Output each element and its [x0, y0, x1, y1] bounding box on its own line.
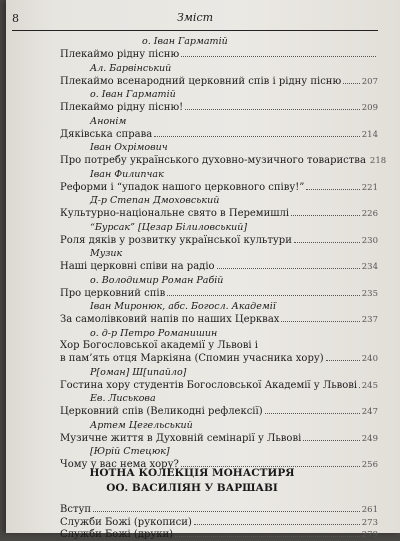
section-item-title: Служби Божі (друки): [60, 529, 174, 540]
running-title: Зміст: [176, 11, 214, 24]
toc-title: Про потребу українського духовно-музичного товариства: [60, 155, 366, 166]
toc-author: о. Іван Гарматій: [142, 36, 228, 47]
toc-title-line: [60, 48, 378, 60]
leader-dots: [359, 379, 360, 388]
toc-author: Музик: [90, 248, 123, 259]
table-of-contents: [60, 36, 387, 473]
toc-page-number: 256: [361, 460, 378, 470]
toc-page-number: 235: [361, 288, 378, 299]
toc-title: Плекаймо рідну пісню: [60, 49, 180, 60]
page-number: 8: [12, 12, 19, 25]
toc-page-number: 240: [361, 354, 378, 364]
toc-title-line: [60, 405, 378, 417]
book-page: [6, 0, 400, 540]
toc-title-line: [60, 260, 378, 272]
toc-title-line: [60, 352, 378, 364]
toc-title: Наші церковні співи на радіо: [60, 261, 215, 272]
toc-title: Гостина хору студентів Богословської Академії у Львові: [60, 379, 358, 391]
toc-author: Ал. Барвінський: [90, 62, 172, 74]
toc-title-line: [60, 128, 378, 140]
toc-title: За самолівковий напів по наших Церквах: [60, 314, 280, 325]
toc-page-number: 218: [369, 156, 387, 166]
leader-dots: [217, 260, 360, 269]
leader-dots: [306, 181, 359, 190]
toc-entry: [60, 328, 378, 367]
section-list: [60, 503, 378, 541]
toc-author: Артем Цегельський: [90, 419, 193, 431]
toc-author: Ев. Лиськова: [90, 393, 156, 404]
toc-title: в пам’ять отця Маркіяна (Спомин учасника хору): [60, 353, 324, 364]
leader-dots: [185, 101, 360, 110]
toc-title-line: [60, 101, 378, 113]
toc-title-line: [60, 181, 378, 193]
toc-entry: [60, 393, 378, 420]
toc-page-number: 249: [361, 433, 378, 444]
section-heading-line-1: НОТНА КОЛЕКЦІЯ МОНАСТИРЯ: [89, 467, 295, 479]
toc-author: Іван Миронюк, абс. Богосл. Академії: [90, 301, 276, 312]
leader-dots: [303, 432, 359, 441]
toc-author: Р[оман] Ш[ипайло]: [90, 366, 187, 378]
toc-title: Плекаймо всенародний церковний спів і рідну пісню: [60, 75, 342, 87]
toc-title-line: [60, 287, 378, 299]
section-item: [60, 503, 378, 516]
toc-title: Роля дяків у розвитку української культури: [60, 234, 292, 246]
leader-dots: [154, 128, 360, 137]
toc-page-number: 209: [361, 103, 378, 113]
leader-dots: [281, 313, 359, 322]
toc-title-line: [60, 154, 387, 166]
section-item: [60, 516, 378, 529]
toc-entry: [60, 195, 378, 222]
toc-title: Реформи і “упадок нашого церковного співу!”: [60, 181, 305, 193]
toc-author: о. Володимир Роман Рабій: [90, 274, 224, 286]
toc-title: Дяківська справа: [60, 128, 153, 140]
section-item: [60, 528, 378, 541]
toc-entry: [60, 116, 378, 143]
toc-entry: [60, 142, 387, 169]
toc-page-number: 214: [361, 129, 378, 140]
toc-author: Іван Охрімович: [90, 142, 168, 153]
toc-page-number: 237: [361, 315, 378, 325]
toc-title: Плекаймо рідну пісню!: [60, 102, 184, 113]
toc-page-number: 207: [361, 76, 378, 87]
toc-entry: [60, 420, 378, 447]
toc-title: Про церковний спів: [60, 287, 166, 299]
toc-title-line: [60, 75, 378, 87]
leader-dots: [93, 503, 360, 512]
toc-entry: [60, 275, 378, 302]
leader-dots: [167, 287, 360, 296]
toc-author: [Юрій Стецюк]: [90, 446, 170, 457]
toc-title: Церковний спів (Великодні рефлексії): [60, 406, 263, 417]
toc-author: Іван Филипчак: [90, 168, 164, 180]
toc-entry: [60, 36, 378, 63]
toc-author: Анонім: [90, 115, 127, 127]
toc-author: “Бурсак” [Цезар Білиловський]: [90, 221, 248, 233]
toc-entry: [60, 222, 378, 249]
section-item-title: Служби Божі (рукописи): [60, 516, 192, 528]
toc-title: Чому у вас нема хору?: [60, 459, 179, 470]
toc-author: о. д-р Петро Романишин: [90, 327, 218, 339]
toc-title-line: [60, 234, 378, 246]
leader-dots: [294, 234, 360, 243]
toc-page-number: 234: [361, 262, 378, 272]
toc-page-number: 245: [361, 380, 378, 391]
toc-title: Культурно-національне свято в Перемишлі: [60, 208, 290, 219]
section-item-page-number: 279: [361, 530, 378, 540]
toc-title: Музичне життя в Духовній семінарії у Львові: [60, 432, 302, 444]
toc-title-line: [60, 379, 378, 391]
leader-dots: [343, 75, 360, 84]
toc-entry: [60, 63, 378, 90]
section-item-page-number: 261: [361, 505, 378, 515]
toc-entry: [60, 367, 378, 394]
leader-dots: [181, 48, 376, 57]
toc-title-line: [60, 207, 378, 219]
section-heading-line-2: ОО. ВАСИЛІЯН У ВАРШАВІ: [106, 482, 278, 494]
toc-entry: [60, 169, 378, 196]
toc-page-number: 230: [361, 235, 378, 246]
toc-title-line: [60, 340, 378, 351]
section-heading: [6, 466, 378, 496]
section-item-title: Вступ: [60, 504, 92, 515]
toc-page-number: 221: [361, 182, 378, 193]
toc-author: Д-р Степан Дмоховський: [90, 195, 220, 206]
section-item-page-number: 273: [361, 517, 378, 528]
toc-page-number: 247: [361, 407, 378, 417]
leader-dots: [326, 352, 360, 361]
page-header: [12, 10, 378, 31]
toc-author: о. Іван Гарматій: [90, 89, 176, 100]
leader-dots: [194, 516, 360, 525]
toc-title-line: [60, 432, 378, 444]
toc-title-line: [60, 313, 378, 325]
toc-entry: [60, 248, 378, 275]
leader-dots: [291, 207, 360, 216]
toc-title: Хор Богословської академії у Львові і: [60, 339, 258, 351]
toc-entry: [60, 89, 378, 116]
toc-page-number: 226: [361, 209, 378, 219]
leader-dots: [265, 405, 360, 414]
toc-entry: [60, 301, 378, 328]
